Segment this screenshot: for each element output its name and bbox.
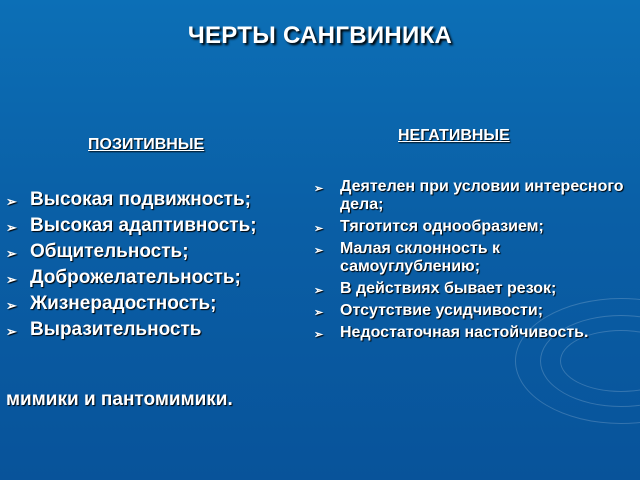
positive-trait-text: Высокая адаптивность; [30, 215, 257, 236]
list-item [314, 218, 634, 236]
arrow-bullet-icon: ➢ [6, 298, 17, 313]
negative-trait-text: В действиях бывает резок; [340, 280, 557, 297]
arrow-bullet-icon: ➢ [314, 307, 324, 319]
slide-title: ЧЕРТЫ САНГВИНИКА [187, 22, 453, 49]
positive-trait-text: Жизнерадостность; [30, 293, 217, 314]
arrow-bullet-icon: ➢ [6, 324, 17, 339]
list-item [6, 241, 326, 263]
list-item [6, 215, 326, 237]
arrow-bullet-icon: ➢ [6, 194, 17, 209]
list-item [314, 280, 634, 298]
list-item [6, 319, 326, 341]
positive-trait-text: Доброжелательность; [30, 267, 241, 288]
list-item [6, 267, 326, 289]
negative-trait-text: Отсутствие усидчивости; [340, 302, 544, 319]
positive-trait-text: Выразительность [30, 319, 202, 340]
positive-traits-list [6, 189, 326, 345]
positive-trait-text: Общительность; [30, 241, 189, 262]
arrow-bullet-icon: ➢ [314, 223, 324, 235]
negative-trait-text: Тяготится однообразием; [340, 218, 544, 235]
list-item [6, 189, 326, 211]
arrow-bullet-icon: ➢ [314, 245, 324, 257]
negative-traits-list [314, 178, 634, 346]
negative-heading: НЕГАТИВНЫЕ [398, 127, 510, 144]
list-item [314, 240, 634, 276]
list-item [6, 293, 326, 315]
negative-trait-text: Деятелен при условии интересного дела; [340, 178, 624, 213]
positive-trait-text: Высокая подвижность; [30, 189, 251, 210]
arrow-bullet-icon: ➢ [6, 272, 17, 287]
list-item [314, 178, 634, 214]
list-item [314, 302, 634, 320]
negative-trait-text: Недостаточная настойчивость. [340, 324, 589, 341]
negative-trait-text: Малая склонность к самоуглублению; [340, 240, 501, 275]
arrow-bullet-icon: ➢ [314, 285, 324, 297]
arrow-bullet-icon: ➢ [6, 246, 17, 261]
arrow-bullet-icon: ➢ [314, 329, 324, 341]
arrow-bullet-icon: ➢ [6, 220, 17, 235]
positive-heading: ПОЗИТИВНЫЕ [88, 136, 205, 153]
positive-trait-continuation: мимики и пантомимики. [6, 389, 233, 410]
arrow-bullet-icon: ➢ [314, 183, 324, 195]
list-item [314, 324, 634, 342]
